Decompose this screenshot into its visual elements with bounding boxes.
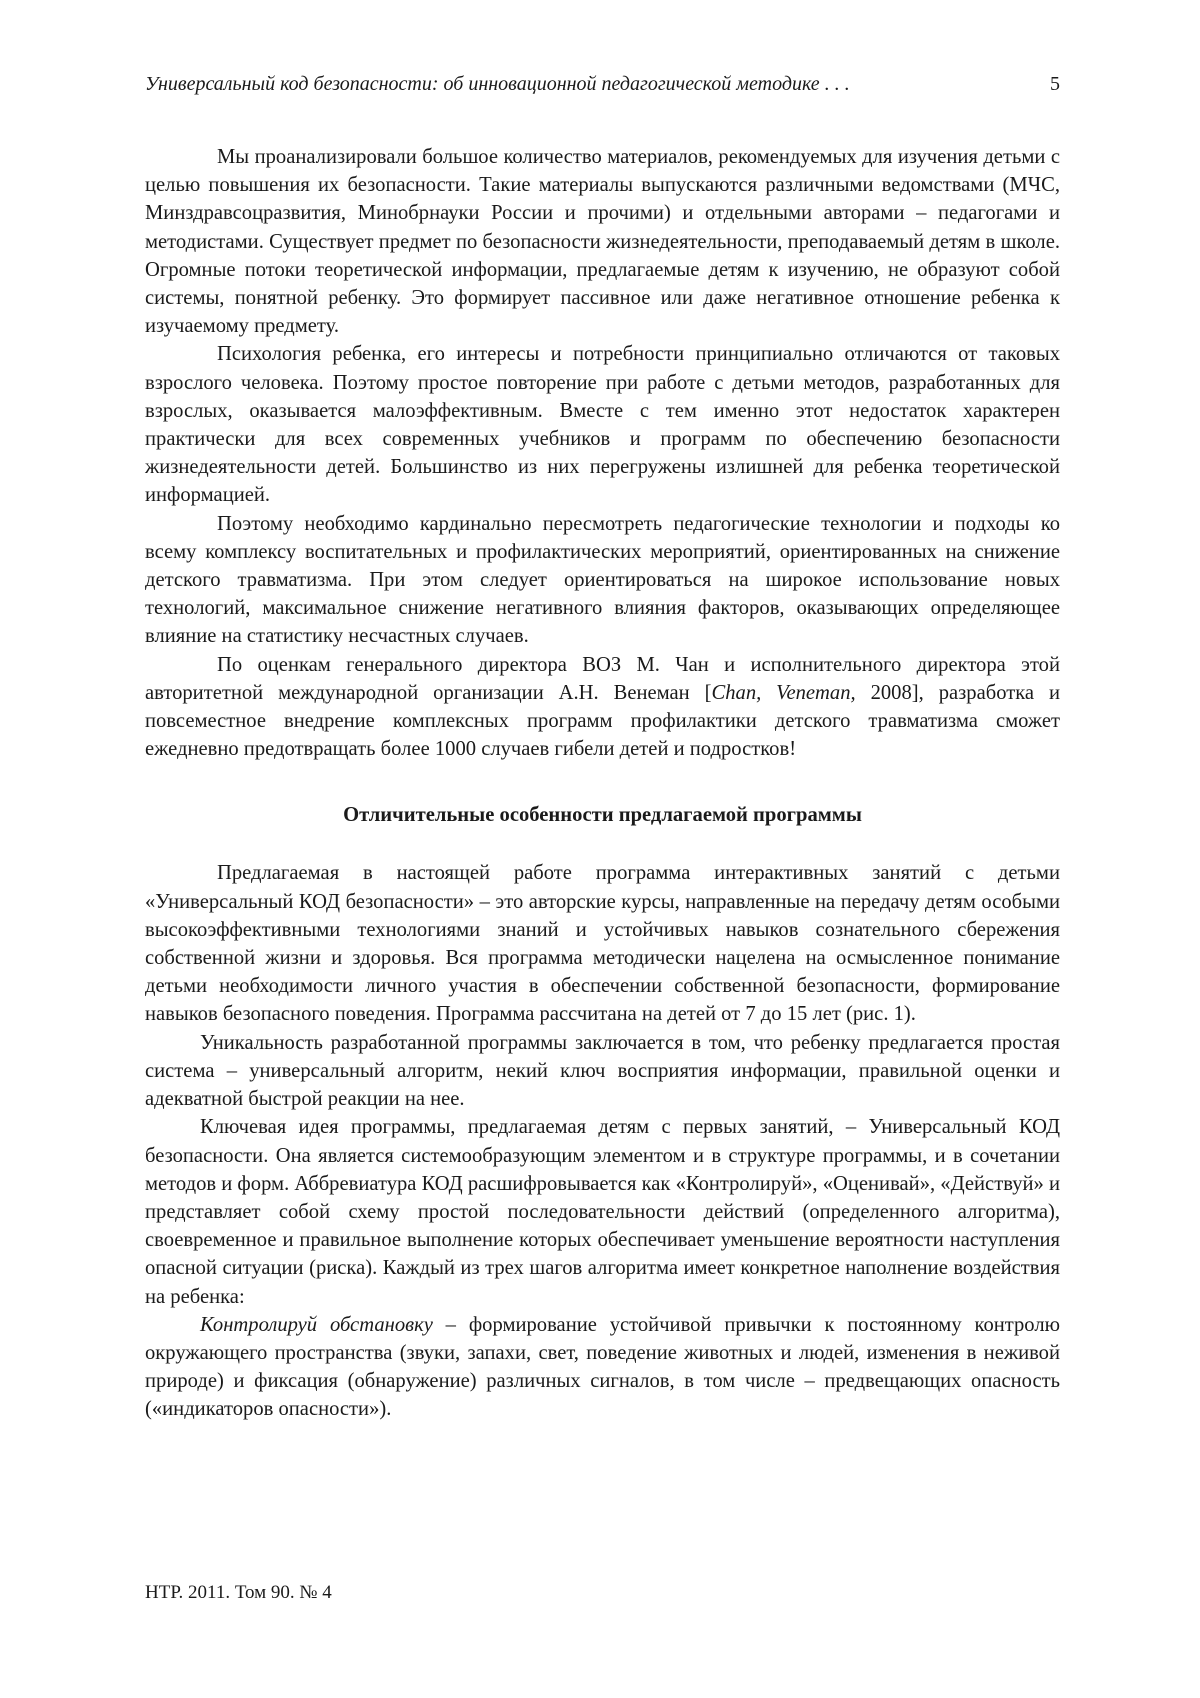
body-paragraph: Мы проанализировали большое количество материалов, рекомендуемых для изучения детьми с целью повышения их безопасности. Такие материалы выпускаются различными ведомствами (МЧС, Минздравсоцразвития, Минобрнауки России и прочими) и отдельными авторами – педагогами и методистами. Существует предмет по безопасности жизнедеятельности, преподаваемый детям в школе. Огромные потоки теоретической информации, предлагаемые детям к изучению, не образуют собой системы, понятной ребенку. Это формирует пассивное или даже негативное отношение ребенка к изучаемому предмету.	[145, 146, 1060, 338]
citation-authors: Chan, Veneman,	[711, 681, 856, 704]
paragraph-text: По оценкам генерального директора ВОЗ М. Чан и исполнительного директора этой авторитетной международной организации А.Н. Венеман [	[145, 653, 1060, 704]
body-paragraph: Поэтому необходимо кардинально пересмотреть педагогические технологии и подходы ко всему комплексу воспитательных и профилактических мероприятий, ориентированных на снижение детского травматизма. При этом следует ориентироваться на широкое использование новых технологий, максимальное снижение негативного влияния факторов, оказывающих определяющее влияние на статистику несчастных случаев.	[145, 512, 1060, 648]
article-body	[145, 143, 1060, 1424]
body-paragraph-with-citation	[145, 651, 1060, 764]
paragraph-text: 2008], разработка и повсеместное внедрение комплексных программ профилактики детского травматизма сможет ежедневно предотвращать более 1000 случаев гибели детей и подростков!	[145, 681, 1060, 761]
body-paragraph: Уникальность разработанной программы заключается в том, что ребенку предлагается простая система – универсальный алгоритм, некий ключ восприятия информации, правильной оценки и адекватной быстрой реакции на нее.	[145, 1031, 1060, 1111]
body-paragraph-with-term	[145, 1311, 1060, 1424]
running-header	[145, 70, 1060, 98]
paragraph-text: – формирование устойчивой привычки к постоянному контролю окружающего пространства (звуки, запахи, свет, поведение животных и людей, изменения в неживой природе) и фиксация (обнаружение) различных сигналов, в том числе – предвещающих опасность («индикаторов опасности»).	[145, 1313, 1060, 1421]
running-title: Универсальный код безопасности: об инновационной педагогической методике . . .	[145, 73, 850, 95]
journal-footer: НТР. 2011. Том 90. № 4	[145, 1582, 332, 1603]
body-paragraph: Ключевая идея программы, предлагаемая детям с первых занятий, – Универсальный КОД безопасности. Она является системообразующим элементом и в структуре программы, и в сочетании методов и форм. Аббревиатура КОД расшифровывается как «Контролируй», «Оценивай», «Действуй» и представляет собой схему простой последовательности действий (определенного алгоритма), своевременное и правильное выполнение которых обеспечивает уменьшение вероятности наступления опасной ситуации (риска). Каждый из трех шагов алгоритма имеет конкретное наполнение воздействия на ребенка:	[145, 1116, 1060, 1308]
section-heading: Отличительные особенности предлагаемой программы	[343, 804, 862, 827]
italic-term: Контролируй обстановку	[200, 1313, 433, 1336]
body-paragraph: Психология ребенка, его интересы и потребности принципиально отличаются от таковых взрослого человека. Поэтому простое повторение при работе с детьми методов, разработанных для взрослых, оказывается малоэффективным. Вместе с тем именно этот недостаток характерен практически для всех современных учебников и программ по обеспечению безопасности жизнедеятельности детей. Большинство из них перегружены излишней для ребенка теоретической информацией.	[145, 343, 1060, 507]
page-number: 5	[1050, 73, 1060, 95]
body-paragraph: Предлагаемая в настоящей работе программа интерактивных занятий с детьми «Универсальный КОД безопасности» – это авторские курсы, направленные на передачу детям особыми высокоэффективными технологиями знаний и устойчивых навыков сознательного сбережения собственной жизни и здоровья. Вся программа методически нацелена на осмысленное понимание детьми необходимости личного участия в обеспечении собственной безопасности, формирование навыков безопасного поведения. Программа рассчитана на детей от 7 до 15 лет (рис. 1).	[145, 862, 1060, 1026]
